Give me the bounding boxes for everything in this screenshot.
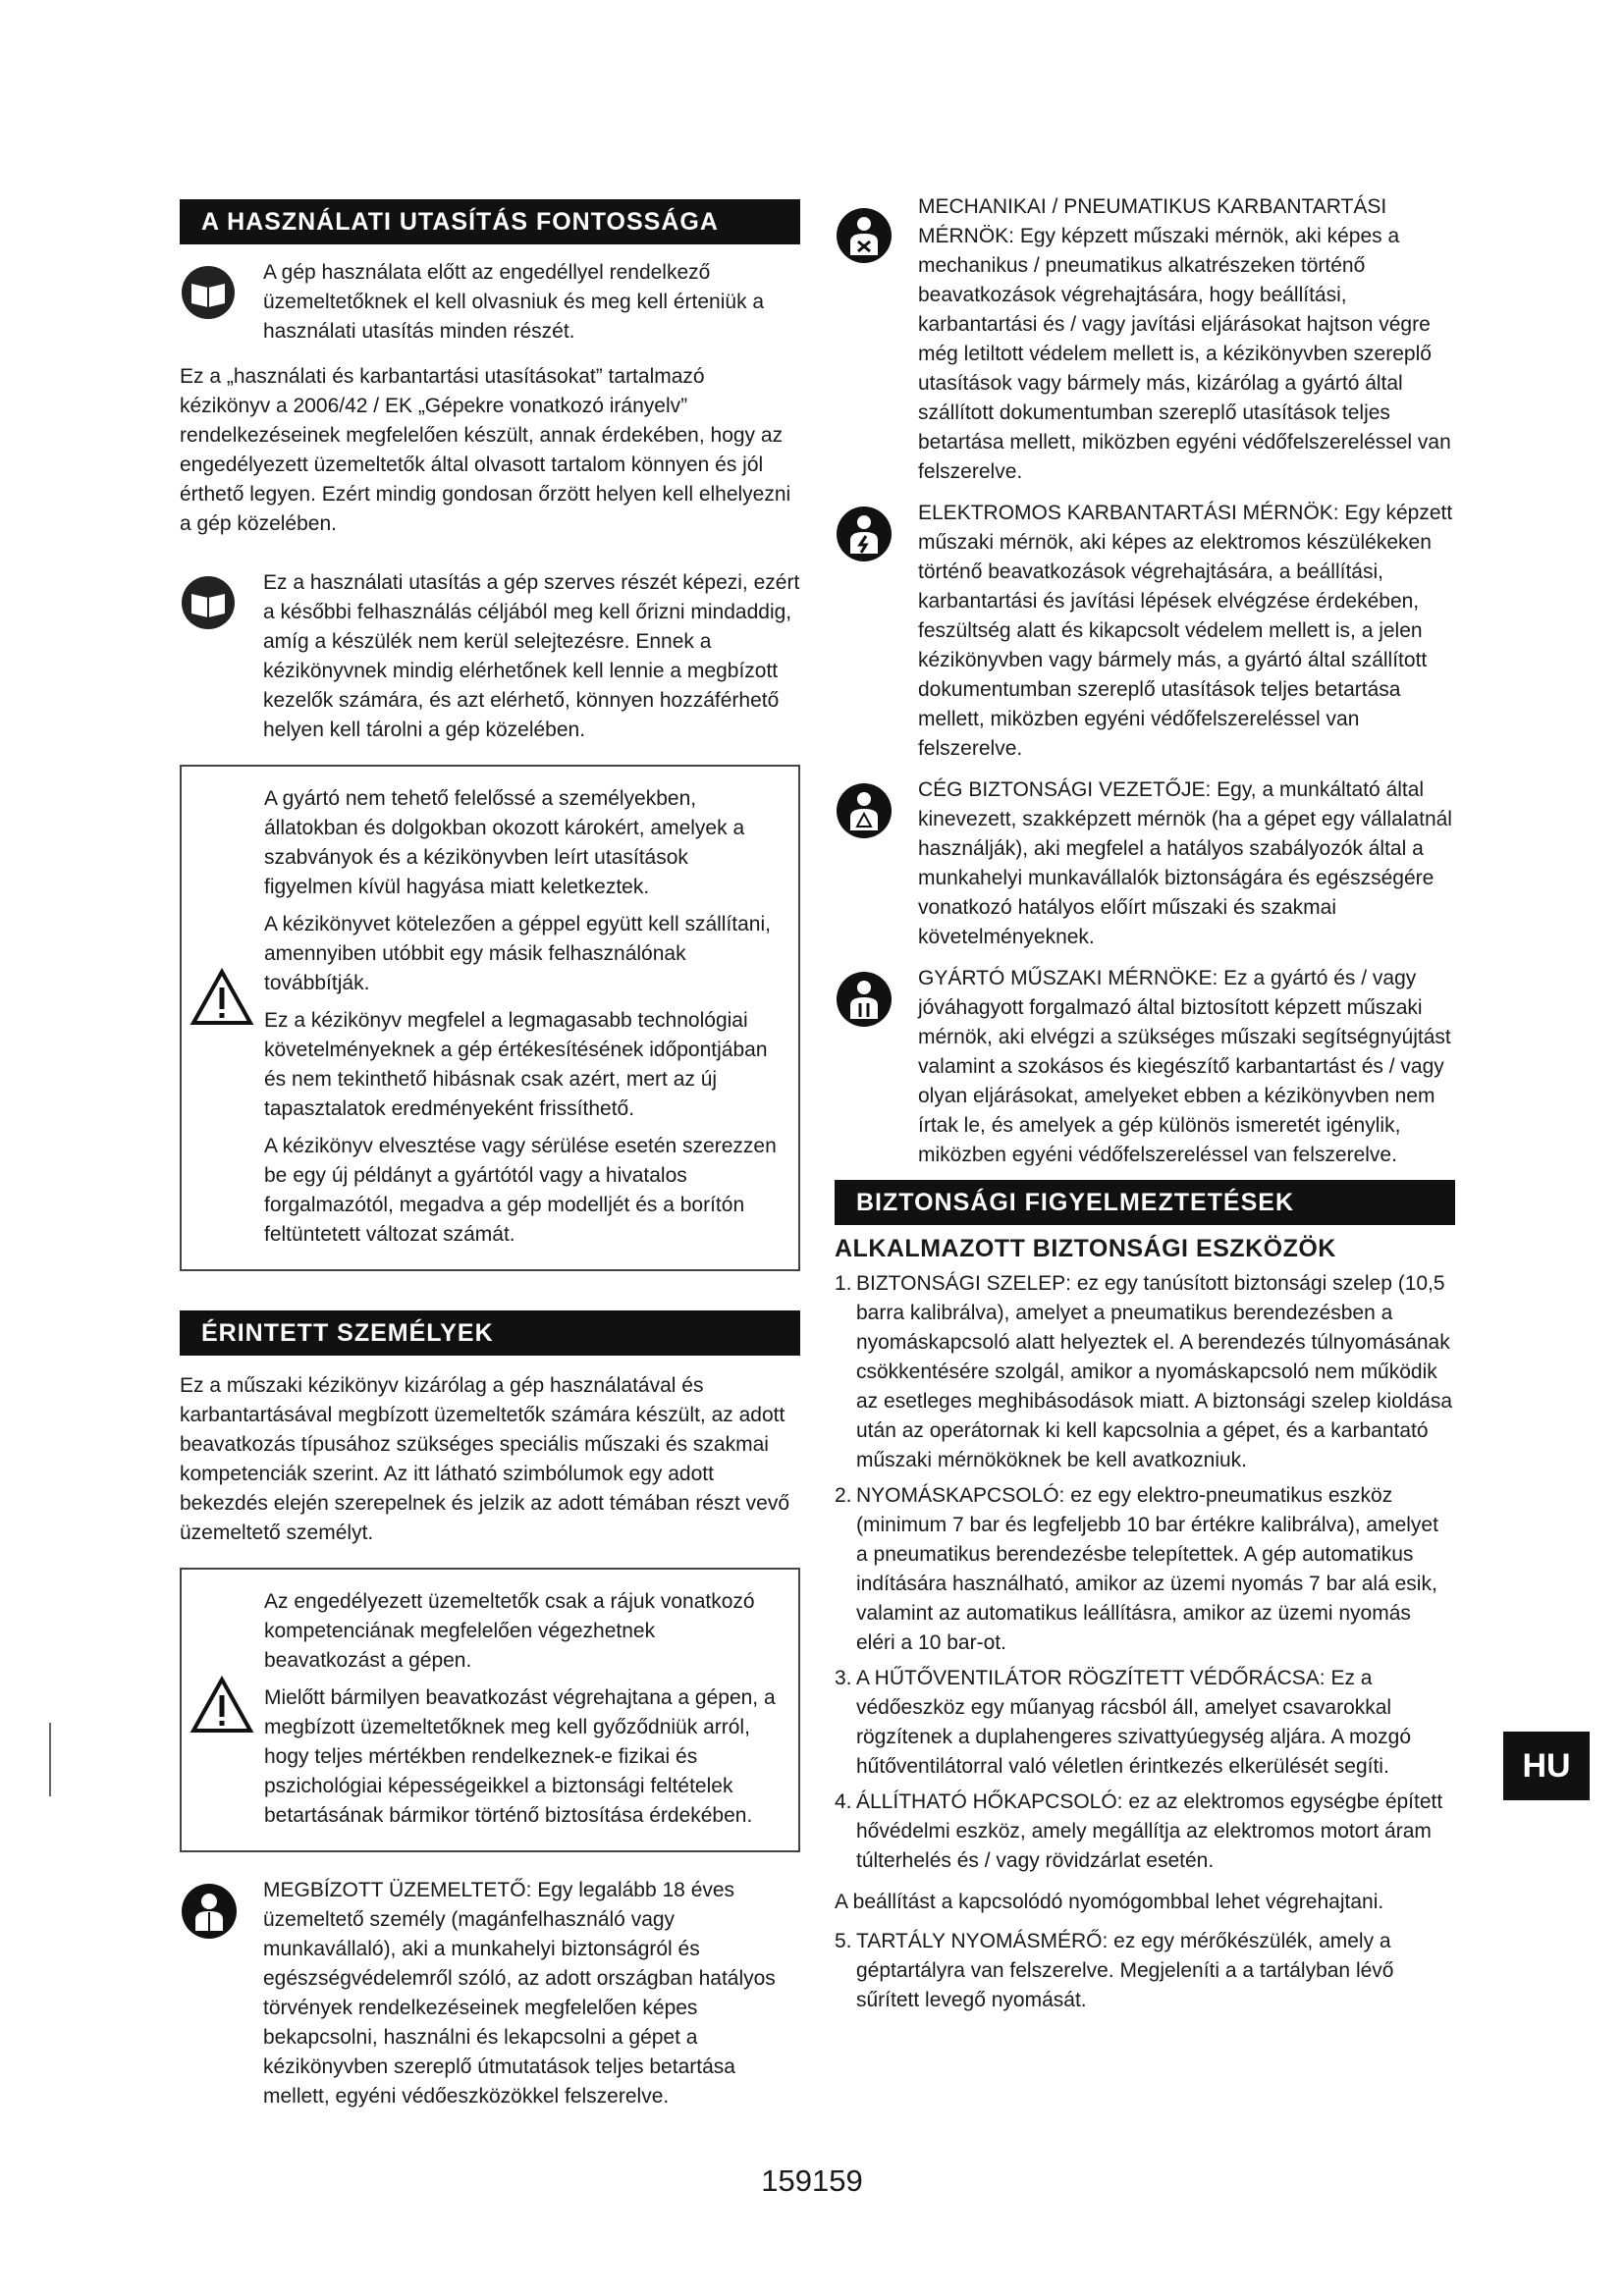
safety-manager-icon bbox=[835, 781, 893, 840]
electrical-engineer-role bbox=[835, 499, 1455, 764]
list-item bbox=[835, 1664, 1455, 1782]
warning-text-2: A kézikönyvet kötelezően a géppel együtt kell szállítani, amennyiben utóbbit egy másik felhasználónak továbbítják. bbox=[264, 913, 771, 994]
manual-intro bbox=[180, 258, 800, 347]
manufacturer-engineer-role bbox=[835, 964, 1455, 1170]
book-icon bbox=[180, 574, 237, 631]
list-text: NYOMÁSKAPCSOLÓ: ez egy elektro-pneumatikus eszköz (minimum 7 bar és legfeljebb 10 bar értékre kalibrálva), amelyet a pneumatikus berendezésbe telepítettek. A gép automatikus indítására használható, amikor az üzemi nyomás 7 bar alá esik, valamint az automatikus leállításra, amikor az üzemi nyomás eléri a 10 bar-ot. bbox=[856, 1484, 1438, 1654]
electrical-engineer-icon bbox=[835, 505, 893, 563]
list-text: TARTÁLY NYOMÁSMÉRŐ: ez egy mérőkészülék, amely a géptartályra van felszerelve. Megjeleníti a a tartályban lévő sűrített levegő nyomását. bbox=[856, 1930, 1394, 2011]
list-text: BIZTONSÁGI SZELEP: ez egy tanúsított biztonsági szelep (10,5 barra kalibrálva), amelyet a pneumatikus berendezésben a nyomáskapcsoló alatt helyeztek el. A berendezés túlnyomásának csökkentésére szolgál, amikor a nyomáskapcsoló nem működik az esetleges meghibásodások miatt. A biztonsági szelep kioldása után az operátornak ki kell kapcsolnia a gépet, és a karbantató műszaki mérnököknek be kell avatkozniuk. bbox=[856, 1272, 1453, 1471]
book-icon bbox=[180, 264, 237, 321]
manufacturer-engineer-icon bbox=[835, 970, 893, 1029]
list-item bbox=[835, 1269, 1455, 1475]
list-number: 3. bbox=[835, 1667, 852, 1689]
list-number: 1. bbox=[835, 1272, 852, 1295]
warning-text-3: Ez a kézikönyv megfelel a legmagasabb technológiai követelményeknek a gép értékesítésének időpontjában és nem tekinthető hibásnak csak azért, mert az új tapasztalatok eredményeként frissíthető. bbox=[264, 1009, 768, 1120]
operator-text: MEGBÍZOTT ÜZEMELTETŐ: Egy legalább 18 éves üzemeltető személy (magánfelhasználó vagy munkavállaló), aki a munkahelyi biztonságról és egészségvédelemről szóló, az adott országban hatályos törvények rendelkezéseinek megfelelően képes bekapcsolni, használni és lekapcsolni a gépet a kézikönyvben szereplő útmutatások teljes betartása mellett, egyéni védőeszközökkel felszerelve. bbox=[263, 1879, 776, 2108]
manufacturer-engineer-text: GYÁRTÓ MŰSZAKI MÉRNÖKE: Ez a gyártó és / vagy jóváhagyott forgalmazó által biztosított képzett műszaki mérnök, aki elvégzi a szükséges műszaki segítségnyújtást valamint a szokásos és kiegészítő karbantartást és / vagy olyan eljárásokat, amelyeket ebben a kézikönyvben nem írtak le, és amelyek a gép különös ismeretét igénylik, miközben egyéni védőfelszereléssel van felszerelve. bbox=[918, 967, 1451, 1166]
list-number: 5. bbox=[835, 1930, 852, 1952]
operator-person-icon bbox=[180, 1882, 239, 1941]
warning-triangle-icon bbox=[189, 968, 254, 1027]
section-header-importance: A HASZNÁLATI UTASÍTÁS FONTOSSÁGA bbox=[180, 199, 800, 244]
safety-manager-role bbox=[835, 775, 1455, 952]
list-text: ÁLLÍTHATÓ HŐKAPCSOLÓ: ez az elektromos egységbe épített hővédelmi eszköz, amely megállítja az elektromos motort áram túlterhelés és / vagy rövidzárlat esetén. bbox=[856, 1790, 1443, 1872]
safety-manager-text: CÉG BIZTONSÁGI VEZETŐJE: Egy, a munkáltató által kinevezett, szakképzett mérnök (ha a gépet egy vállalatnál használják), aki megfelel a hatályos szabályozók által a munkahelyi munkavállalók biztonságára és egészségére vonatkozó hatályos előírt műszaki és szakmai követelményeknek. bbox=[918, 778, 1452, 948]
section-header-safety: BIZTONSÁGI FIGYELMEZTETÉSEK bbox=[835, 1180, 1455, 1225]
safety-subtitle: ALKALMAZOTT BIZTONSÁGI ESZKÖZÖK bbox=[835, 1235, 1336, 1262]
warning-box-manual bbox=[180, 765, 800, 1271]
left-column bbox=[180, 199, 800, 2111]
manual-storage bbox=[180, 568, 800, 745]
mechanical-engineer-text: MECHANIKAI / PNEUMATIKUS KARBANTARTÁSI MÉRNÖK: Egy képzett műszaki mérnök, aki képes a mechanikus / pneumatikus alkatrészeken történő beavatkozások végrehajtására, hogy beállítási, karbantartási és / vagy javítási eljárásokat hajtson végre még letiltott védelem mellett is, a kézikönyvben szereplő utasítások vagy bármely más, kizárólag a gyártó által szállított dokumentumban szereplő utasítások teljes betartása mellett, miközben egyéni védőfelszereléssel van felszerelve. bbox=[918, 195, 1451, 483]
list-number: 2. bbox=[835, 1484, 852, 1507]
list-item bbox=[835, 1927, 1455, 2015]
importance-para-2: Ez a használati utasítás a gép szerves részét képezi, ezért a későbbi felhasználás céljából meg kell őrizni mindaddig, amíg a készülék nem kerül selejtezésre. Ennek a kézikönyvnek mindig elérhetőnek kell lennie a megbízott kezelők számára, és azt elérhető, könnyen hozzáférhető helyen kell tárolni a gép közelében. bbox=[263, 571, 800, 741]
list-item bbox=[835, 1481, 1455, 1658]
list-text: A HŰTŐVENTILÁTOR RÖGZÍTETT VÉDŐRÁCSA: Ez a védőeszköz egy műanyag rácsból áll, amelyet csavarokkal rögzítenek a duplahengeres szivattyúegység aljára. A mozgó hűtőventilátorral való véletlen érintkezés elkerülését segíti. bbox=[856, 1667, 1412, 1778]
electrical-engineer-text: ELEKTROMOS KARBANTARTÁSI MÉRNÖK: Egy képzett műszaki mérnök, aki képes az elektromos készülékeken történő beavatkozások végrehajtására, a beállítási, karbantartási és javítási lépések elvégzése érdekében, feszültség alatt és kikapcsolt védelem mellett is, a jelen kézikönyvben vagy bármely más, a gyártó által szállított dokumentumban szereplő utasítások teljes betartása mellett, miközben egyéni védőfelszereléssel van felszerelve. bbox=[918, 502, 1453, 760]
persons-warning-2: Mielőtt bármilyen beavatkozást végrehajtana a gépen, a megbízott üzemeltetőknek meg kell győződniük arról, hogy teljes mértékben rendelkeznek-e fizikai és pszichológiai képességeikkel a biztonsági feltételek betartásának bármikor történő biztosítása érdekében. bbox=[264, 1686, 776, 1827]
persons-para: Ez a műszaki kézikönyv kizárólag a gép használatával és karbantartásával megbízott üzemeltetők számára készült, az adott beavatkozás típusához szükséges speciális műszaki és szakmai kompetenciák szerint. Az itt látható szimbólumok egy adott bekezdés elején szerepelnek és jelzik az adott témában részt vevő üzemeltető személyt. bbox=[180, 1374, 790, 1544]
list-number: 4. bbox=[835, 1790, 852, 1813]
safety-note: A beállítást a kapcsolódó nyomógombbal lehet végrehajtani. bbox=[835, 1891, 1384, 1913]
warning-box-persons bbox=[180, 1568, 800, 1852]
importance-para-1: Ez a „használati és karbantartási utasításokat” tartalmazó kézikönyv a 2006/42 / EK „Gépekre vonatkozó irányelv” rendelkezéseinek megfelelően készült, annak érdekében, hogy az engedélyezett üzemeltetők által olvasott tartalom könnyen és jól érthető legyen. Ezért mindig gondosan őrzött helyen kell elhelyezni a gép közelében. bbox=[180, 365, 791, 535]
list-item bbox=[835, 1788, 1455, 1876]
mechanical-engineer-icon bbox=[835, 206, 893, 265]
mechanical-engineer-role bbox=[835, 192, 1455, 487]
language-tab: HU bbox=[1503, 1732, 1590, 1800]
page-edge-mark bbox=[49, 1723, 51, 1796]
page-number: 159159 bbox=[761, 2163, 863, 2198]
persons-warning-1: Az engedélyezett üzemeltetők csak a rájuk vonatkozó kompetenciának megfelelően végezhetnek beavatkozást a gépen. bbox=[264, 1590, 755, 1672]
operator-role bbox=[180, 1876, 800, 2111]
section-header-persons: ÉRINTETT SZEMÉLYEK bbox=[180, 1310, 800, 1356]
intro-text: A gép használata előtt az engedéllyel rendelkező üzemeltetőknek el kell olvasniuk és meg kell érteniük a használati utasítás minden részét. bbox=[263, 261, 765, 343]
warning-text-1: A gyártó nem tehető felelőssé a személyekben, állatokban és dolgokban okozott károkért, amelyek a szabványok és a kézikönyvben leírt utasítások figyelmen kívül hagyása miatt keletkeztek. bbox=[264, 787, 745, 898]
warning-triangle-icon bbox=[189, 1676, 254, 1735]
right-column bbox=[835, 192, 1455, 2021]
warning-text-4: A kézikönyv elvesztése vagy sérülése esetén szerezzen be egy új példányt a gyártótól vagy a hivatalos forgalmazótól, megadva a gép modelljét és a borítón feltüntetett változat számát. bbox=[264, 1135, 777, 1246]
